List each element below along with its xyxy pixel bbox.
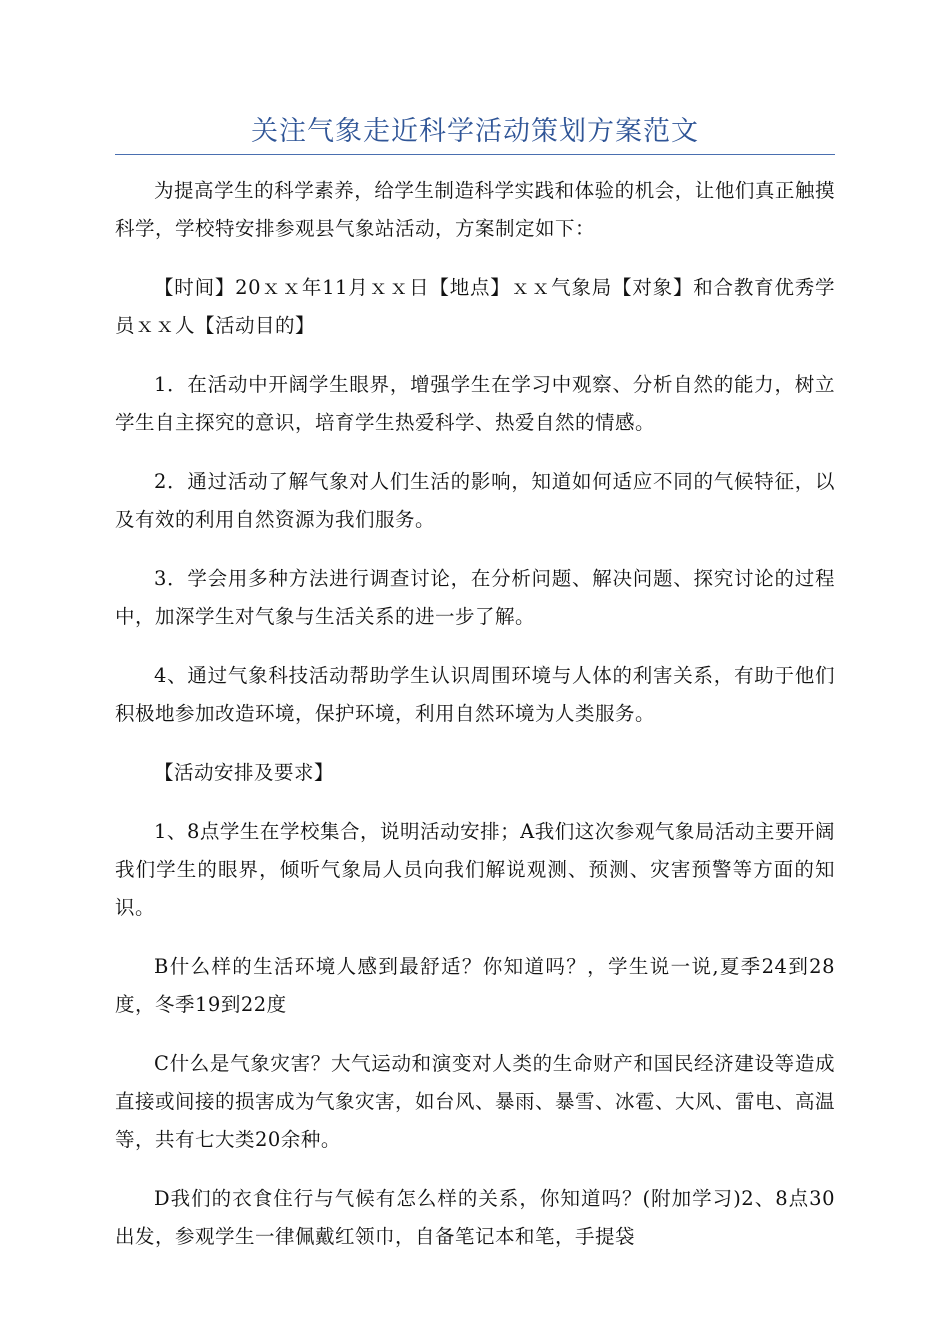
section-heading-arrangement: 【活动安排及要求】 [154, 761, 335, 784]
paragraph-intro: 为提高学生的科学素养，给学生制造科学实践和体验的机会，让他们真正触摸科学，学校特安排参观县气象站活动，方案制定如下： [115, 179, 835, 240]
paragraph-goal-3: 3．学会用多种方法进行调查讨论，在分析问题、解决问题、探究讨论的过程中，加深学生对气象与生活关系的进一步了解。 [115, 567, 835, 628]
paragraph-question-b: B什么样的生活环境人感到最舒适？你知道吗？，学生说一说,夏季24到28度，冬季19到22度 [115, 955, 835, 1016]
paragraph-time-location: 【时间】20ｘｘ年11月ｘｘ日【地点】ｘｘ气象局【对象】和合教育优秀学员ｘｘ人【活动目的】 [115, 276, 835, 337]
paragraph-question-d: D我们的衣食住行与气候有怎么样的关系，你知道吗？(附加学习)2、8点30出发，参观学生一律佩戴红领巾，自备笔记本和笔，手提袋 [115, 1187, 835, 1248]
document-title: 关注气象走近科学活动策划方案范文 [251, 116, 699, 147]
paragraph-goal-1: 1．在活动中开阔学生眼界，增强学生在学习中观察、分析自然的能力，树立学生自主探究的意识，培育学生热爱科学、热爱自然的情感。 [115, 373, 835, 434]
title-underline [115, 154, 835, 155]
document-body [115, 172, 835, 1256]
paragraph-question-c: C什么是气象灾害？大气运动和演变对人类的生命财产和国民经济建设等造成直接或间接的损害成为气象灾害，如台风、暴雨、暴雪、冰雹、大风、雷电、高温等，共有七大类20余种。 [115, 1052, 836, 1151]
paragraph-goal-2: 2．通过活动了解气象对人们生活的影响，知道如何适应不同的气候特征，以及有效的利用自然资源为我们服务。 [115, 470, 835, 531]
paragraph-arrangement-1: 1、8点学生在学校集合，说明活动安排；A我们这次参观气象局活动主要开阔我们学生的眼界，倾听气象局人员向我们解说观测、预测、灾害预警等方面的知识。 [115, 820, 835, 919]
paragraph-goal-4: 4、通过气象科技活动帮助学生认识周围环境与人体的利害关系，有助于他们积极地参加改造环境，保护环境，利用自然环境为人类服务。 [115, 664, 835, 725]
